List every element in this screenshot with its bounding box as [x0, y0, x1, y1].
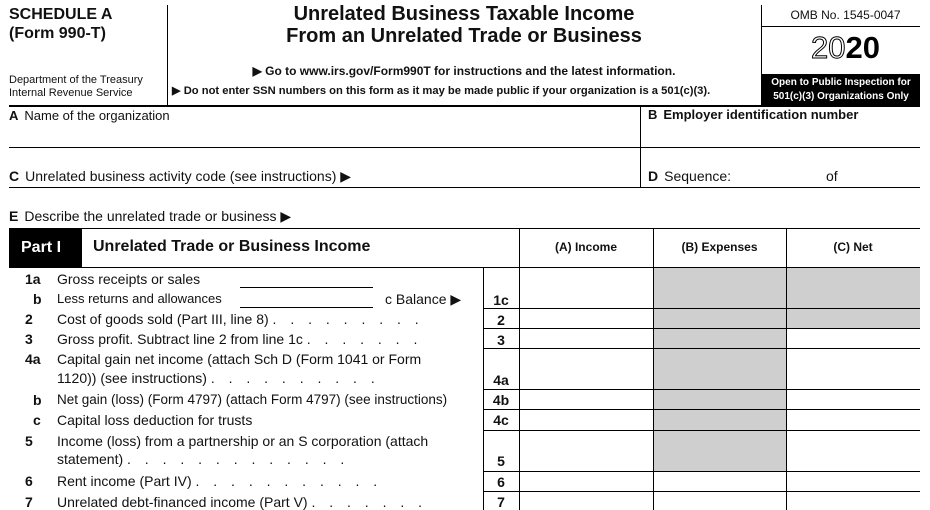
field-a-letter: A	[9, 108, 19, 123]
omb-divider	[762, 26, 920, 27]
line-2-leader: . . . . . . . . .	[272, 311, 424, 327]
line-6-expenses-cell[interactable]	[654, 472, 786, 491]
field-b-label	[648, 107, 858, 122]
line-3-number: 3	[25, 331, 33, 347]
line-1a-entry[interactable]	[240, 287, 373, 288]
line-7-expenses-cell[interactable]	[654, 492, 786, 510]
column-a-header: (A) Income	[554, 240, 617, 254]
public-inspection-line2: 501(c)(3) Organizations Only	[773, 91, 909, 102]
shaded-cell-2-b	[653, 309, 786, 329]
tax-year-solid: 20	[845, 30, 880, 65]
field-a-label	[9, 108, 170, 123]
line-4a-number: 4a	[25, 351, 41, 367]
line-1c-label: c Balance ▶	[385, 291, 462, 307]
line-5-label2: statement)	[57, 451, 124, 467]
part1-title: Unrelated Trade or Business Income	[93, 238, 371, 255]
tax-year-outline: 20	[811, 30, 846, 65]
line-5-text1: Income (loss) from a partnership or an S corporation (attach	[57, 433, 429, 449]
dept-line2: Internal Revenue Service	[9, 87, 133, 99]
line-2-ref: 2	[497, 312, 505, 328]
field-c-letter: C	[9, 168, 20, 184]
schedule-label: SCHEDULE A	[9, 6, 113, 23]
schedule-id	[9, 5, 112, 43]
field-b-letter: B	[648, 107, 658, 122]
shaded-cell-3-b	[653, 329, 786, 349]
line-4c-net-cell[interactable]	[787, 410, 920, 430]
line-6-leader: . . . . . . . . . . .	[195, 473, 383, 489]
line-5-number: 5	[25, 433, 33, 449]
line-4b-text: Net gain (loss) (Form 4797) (attach Form 4797) (see instructions)	[57, 392, 448, 407]
line-2-text	[57, 311, 424, 327]
line-5-net-cell[interactable]	[787, 431, 920, 471]
line-3-net-cell[interactable]	[787, 329, 920, 348]
shaded-cell-1b-b	[653, 268, 786, 308]
line-3-leader: . . . . . . .	[306, 331, 423, 347]
field-e-text: Describe the unrelated trade or business ▶	[24, 208, 292, 224]
line-3-text	[57, 331, 422, 347]
line-5-income-cell[interactable]	[520, 431, 653, 471]
line-2-number: 2	[25, 311, 33, 327]
part1-badge: Part I	[9, 229, 82, 267]
line-6-net-cell[interactable]	[787, 472, 920, 491]
line-1a-number: 1a	[25, 271, 41, 287]
ein-field[interactable]	[648, 122, 918, 146]
field-d-text: Sequence:	[664, 168, 732, 184]
line-4c-income-cell[interactable]	[520, 410, 653, 430]
field-b-text: Employer identification number	[663, 107, 859, 122]
line-1b-number: b	[33, 291, 42, 307]
sequence-total-field[interactable]	[848, 164, 918, 186]
title-line2: From an Unrelated Trade or Business	[286, 25, 642, 47]
instruction-go: ▶ Go to www.irs.gov/Form990T for instructions and the latest information.	[252, 64, 676, 78]
line-7-ref: 7	[497, 494, 505, 510]
field-e-letter: E	[9, 208, 19, 224]
line-4a-leader: . . . . . . . . . .	[210, 370, 380, 386]
line-3-label: Gross profit. Subtract line 2 from line 1c	[57, 331, 303, 347]
line-1c-ref: 1c	[493, 292, 509, 308]
activity-code-field[interactable]	[390, 164, 635, 186]
column-b-left-rule	[653, 228, 654, 510]
omb-number: OMB No. 1545-0047	[790, 8, 901, 22]
form-number: (Form 990-T)	[9, 25, 106, 42]
line-4a-label2: 1120)) (see instructions)	[57, 370, 207, 386]
line-1c-income-cell[interactable]	[520, 269, 653, 308]
line-1b-entry[interactable]	[240, 307, 373, 308]
line-2-label: Cost of goods sold (Part III, line 8)	[57, 311, 269, 327]
line-4b-ref: 4b	[492, 392, 510, 408]
field-d-of: of	[826, 168, 838, 184]
field-d-label	[648, 168, 731, 184]
line-7-net-cell[interactable]	[787, 492, 920, 510]
line-6-ref: 6	[497, 474, 505, 490]
trade-description-field[interactable]	[325, 204, 918, 226]
field-d-letter: D	[648, 168, 659, 184]
shaded-cell-1b-c	[786, 268, 920, 308]
line-5-ref: 5	[497, 453, 505, 469]
row-c-bottom-rule	[9, 187, 920, 188]
line-7-number: 7	[25, 494, 33, 510]
title-line1: Unrelated Business Taxable Income	[293, 3, 635, 25]
line-4a-net-cell[interactable]	[787, 349, 920, 389]
line-3-ref: 3	[497, 332, 505, 348]
department-block	[9, 74, 143, 100]
line-7-label: Unrelated debt-financed income (Part V)	[57, 494, 308, 510]
line-4b-net-cell[interactable]	[787, 390, 920, 409]
shaded-cell-2-c	[786, 309, 920, 329]
tax-year	[761, 30, 930, 66]
line-5-text2	[57, 451, 349, 467]
line-7-leader: . . . . . . .	[311, 494, 428, 510]
column-c-header: (C) Net	[833, 240, 873, 254]
instruction-ssn: ▶ Do not enter SSN numbers on this form as it may be made public if your organization is a 501(c)(3).	[172, 85, 711, 97]
line-7-income-cell[interactable]	[520, 492, 653, 510]
form-title	[168, 3, 760, 47]
sequence-field[interactable]	[745, 164, 815, 186]
line-6-label: Rent income (Part IV)	[57, 473, 192, 489]
line-4c-ref: 4c	[493, 412, 509, 428]
line-4a-text1: Capital gain net income (attach Sch D (Form 1041 or Form	[57, 351, 422, 367]
line-4b-income-cell[interactable]	[520, 390, 653, 409]
column-b-header: (B) Expenses	[681, 240, 758, 254]
line-4a-ref: 4a	[493, 372, 509, 388]
line-6-number: 6	[25, 473, 33, 489]
line-2-income-cell[interactable]	[520, 309, 653, 328]
field-a-text: Name of the organization	[24, 108, 170, 123]
line-6-income-cell[interactable]	[520, 472, 653, 491]
organization-name-field[interactable]	[9, 122, 639, 146]
line-1a-text: Gross receipts or sales	[57, 271, 201, 287]
line-6-text	[57, 473, 382, 489]
line-1b-text: Less returns and allowances	[57, 291, 222, 306]
field-c-label	[9, 168, 351, 185]
public-inspection-line1: Open to Public Inspection for	[771, 77, 911, 88]
field-e-label	[9, 208, 291, 225]
row-a-bottom-rule	[9, 147, 920, 148]
public-inspection-badge	[762, 74, 920, 107]
line-7-text	[57, 494, 427, 510]
line-4b-number: b	[33, 392, 42, 408]
line-4a-text2	[57, 370, 380, 386]
line-5-leader: . . . . . . . . . . . . .	[127, 451, 350, 467]
line-3-income-cell[interactable]	[520, 329, 653, 348]
shaded-cells-4a-5-b	[653, 349, 786, 471]
line-4c-number: c	[33, 412, 41, 428]
line-4c-text: Capital loss deduction for trusts	[57, 412, 253, 428]
dept-line1: Department of the Treasury	[9, 74, 143, 86]
line-4a-income-cell[interactable]	[520, 349, 653, 389]
field-c-text: Unrelated business activity code (see instructions) ▶	[25, 168, 352, 184]
part1-top-rule	[9, 228, 920, 229]
